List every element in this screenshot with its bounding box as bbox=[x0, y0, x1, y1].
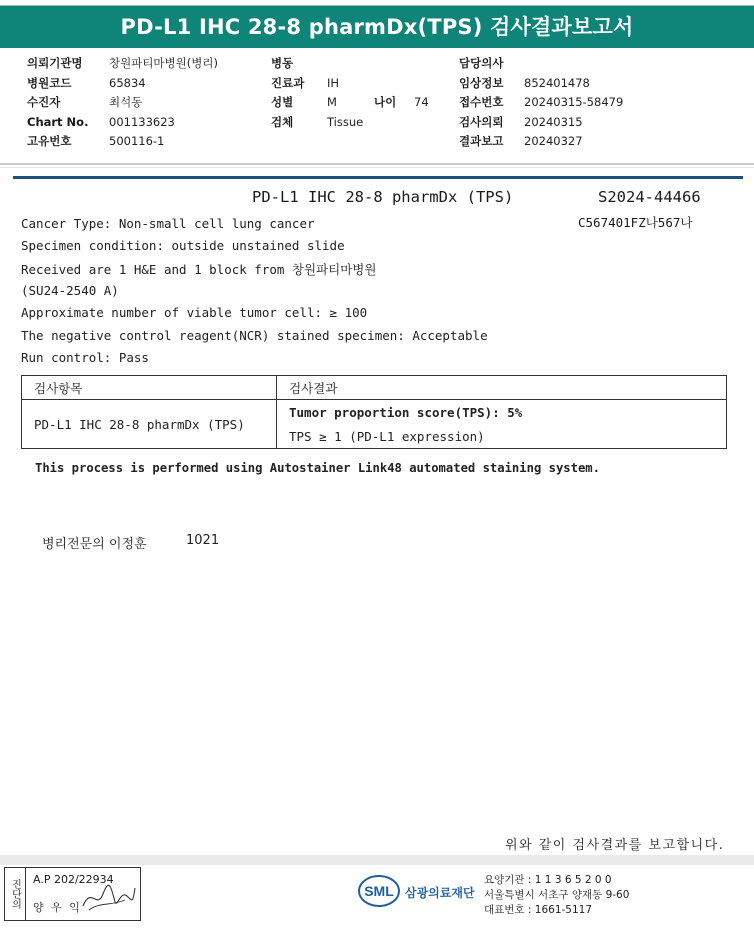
report-line-specimen-condition: Specimen condition: outside unstained slide bbox=[21, 238, 345, 253]
label-age: 나이 bbox=[374, 95, 397, 109]
label-department: 진료과 bbox=[271, 75, 305, 90]
value-sex: M bbox=[327, 95, 337, 109]
label-request-date: 검사의뢰 bbox=[459, 114, 504, 129]
org-name: 삼광의료재단 bbox=[405, 886, 475, 900]
pathologist-number: 1021 bbox=[186, 533, 220, 548]
value-receipt-no: 20240315-58479 bbox=[524, 95, 624, 109]
header-test-item: 검사항목 bbox=[22, 376, 277, 400]
label-specimen: 검체 bbox=[271, 114, 294, 129]
stamp-name: 양 우 익 bbox=[33, 901, 82, 914]
report-line-received: Received are 1 H&E and 1 block from 창원파티마병원 bbox=[21, 262, 377, 277]
stamp-license-no: A.P 202/22934 bbox=[33, 873, 114, 886]
case-number: S2024-44466 bbox=[598, 188, 701, 206]
closing-statement: 위와 같이 검사결과를 보고합니다. bbox=[505, 838, 725, 853]
result-row bbox=[22, 400, 727, 425]
label-receipt-no: 접수번호 bbox=[459, 95, 504, 109]
signature-stamp bbox=[4, 867, 141, 921]
label-doctor: 담당의사 bbox=[459, 56, 504, 70]
result-table bbox=[21, 375, 727, 449]
value-request-date: 20240315 bbox=[524, 114, 583, 129]
header-test-result: 검사결과 bbox=[277, 376, 727, 400]
value-clinical-info: 852401478 bbox=[524, 75, 590, 90]
header-col-1 bbox=[27, 54, 218, 152]
footer-band bbox=[0, 855, 754, 865]
label-ward: 병동 bbox=[271, 56, 294, 70]
header-divider-thin bbox=[0, 167, 754, 168]
value-hospital-code: 65834 bbox=[109, 75, 146, 90]
case-sub-code: C567401FZ나567나 bbox=[578, 215, 693, 230]
value-specimen: Tissue bbox=[327, 114, 364, 129]
label-report-date: 결과보고 bbox=[459, 134, 504, 148]
org-phone: 대표번호 : 1661-5117 bbox=[484, 904, 593, 916]
value-report-date: 20240327 bbox=[524, 134, 583, 148]
header-col-3 bbox=[459, 54, 623, 152]
report-line-run-control: Run control: Pass bbox=[21, 350, 149, 365]
header-divider bbox=[0, 163, 754, 165]
result-tps-score: Tumor proportion score(TPS): 5% bbox=[277, 400, 727, 425]
report-top-rule bbox=[13, 176, 743, 179]
value-age: 74 bbox=[414, 95, 429, 109]
org-code: 요양기관 : 1 1 3 6 5 2 0 0 bbox=[484, 874, 612, 886]
value-unique-no: 500116-1 bbox=[109, 134, 165, 148]
label-sex: 성별 bbox=[271, 95, 294, 109]
result-tps-expression: TPS ≥ 1 (PD-L1 expression) bbox=[277, 425, 727, 449]
value-department: IH bbox=[327, 75, 340, 90]
report-line-source-id: (SU24-2540 A) bbox=[21, 283, 119, 298]
org-address: 서울특별시 서초구 양재동 9-60 bbox=[484, 889, 630, 901]
value-patient: 최석동 bbox=[109, 95, 143, 109]
value-institution: 창원파티마병원(병리) bbox=[109, 56, 218, 70]
header-col-2 bbox=[271, 54, 429, 132]
report-title: PD-L1 IHC 28-8 pharmDx(TPS) 검사결과보고서 bbox=[0, 6, 754, 48]
report-line-tumor-cells: Approximate number of viable tumor cell: ≥ 100 bbox=[21, 305, 368, 320]
label-unique-no: 고유번호 bbox=[27, 134, 72, 148]
test-title: PD-L1 IHC 28-8 pharmDx (TPS) bbox=[252, 188, 514, 206]
pathologist-name: 병리전문의 이정훈 bbox=[42, 537, 147, 552]
report-line-cancer-type: Cancer Type: Non-small cell lung cancer bbox=[21, 216, 315, 231]
sml-logo-icon bbox=[358, 874, 401, 908]
label-clinical-info: 임상정보 bbox=[459, 75, 504, 90]
label-patient: 수진자 bbox=[27, 95, 61, 109]
value-chart-no: 001133623 bbox=[109, 114, 175, 129]
report-line-ncr: The negative control reagent(NCR) stained specimen: Acceptable bbox=[21, 328, 488, 343]
org-address-block bbox=[484, 873, 629, 918]
label-hospital-code: 병원코드 bbox=[27, 75, 72, 90]
result-test-item: PD-L1 IHC 28-8 pharmDx (TPS) bbox=[22, 400, 277, 449]
sml-logo-text: SML bbox=[364, 883, 394, 899]
stamp-vertical-label: 진단의 bbox=[5, 868, 26, 920]
label-chart-no: Chart No. bbox=[27, 114, 89, 129]
process-note: This process is performed using Autostainer Link48 automated staining system. bbox=[35, 461, 600, 475]
label-institution: 의뢰기관명 bbox=[27, 56, 83, 70]
result-table-header bbox=[22, 376, 727, 400]
handwritten-signature bbox=[81, 880, 137, 914]
